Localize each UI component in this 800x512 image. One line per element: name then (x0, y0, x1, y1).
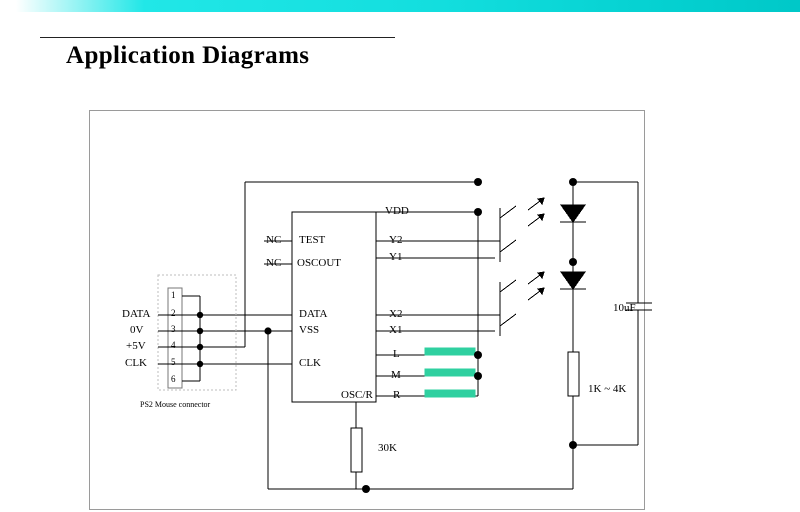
ic-pin-data: DATA (299, 308, 328, 320)
connector-pin-4: 4 (171, 340, 176, 350)
ic-pin-osc-r: OSC/R (341, 389, 373, 401)
connector-pin-1: 1 (171, 290, 176, 300)
decoupling-capacitor-label: 10uF (613, 302, 636, 314)
connector-signal-0v: 0V (130, 324, 144, 336)
ic-pin-r: R (393, 389, 401, 401)
ic-pin-l: L (393, 348, 400, 360)
ic-left-nc-1: NC (266, 234, 282, 246)
ic-pin-y2: Y2 (389, 234, 403, 246)
connector-caption: PS2 Mouse connector (140, 400, 211, 409)
connector-signal-data: DATA (122, 308, 151, 320)
ic-pin-x2: X2 (389, 308, 403, 320)
ic-pin-y1: Y1 (389, 251, 403, 263)
page-title: Application Diagrams (66, 42, 310, 69)
timing-resistor-label: 30K (378, 442, 397, 454)
ic-pin-vdd: VDD (385, 205, 409, 217)
connector-pin-5: 5 (171, 357, 176, 367)
ic-pin-x1: X1 (389, 324, 403, 336)
connector-pin-2: 2 (171, 308, 176, 318)
ic-pin-m: M (391, 369, 401, 381)
ic-pin-vss: VSS (299, 324, 320, 336)
connector-signal-clk: CLK (125, 357, 147, 369)
ic-pin-clk: CLK (299, 357, 321, 369)
connector-pin-3: 3 (171, 324, 176, 334)
connector-signal-5v: +5V (126, 340, 146, 352)
ic-left-nc-2: NC (266, 257, 282, 269)
connector-pin-6: 6 (171, 374, 176, 384)
ic-pin-oscout: OSCOUT (297, 257, 342, 269)
led-resistor-label: 1K ~ 4K (588, 383, 627, 395)
ic-pin-test: TEST (299, 234, 326, 246)
